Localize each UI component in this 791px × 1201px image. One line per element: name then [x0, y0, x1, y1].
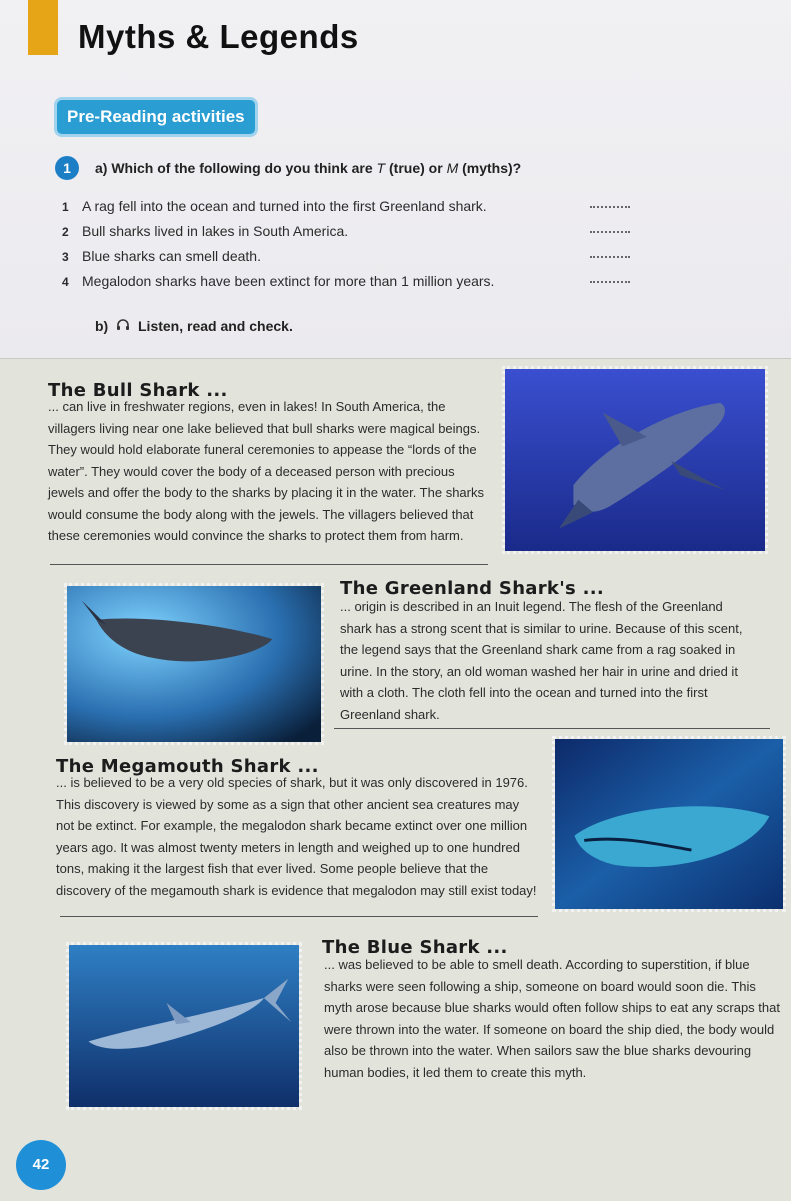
megamouth-shark-text: ... is believed to be a very old species of shark, but it was only discovered in 1976. This discovery is viewed by some as a sign that other ancient sea creatures may not be extinct. For example, the megalodon shark became extinct over one million years ago. It was almost twenty meters in length and weighed up to one hundred tons, making it the largest fish that ever lived. Some people believe that the discovery of the megamouth shark is evidence that megalodon may still exist today! [56, 775, 537, 898]
bull-shark-photo [502, 366, 768, 554]
section-tab-marker [28, 0, 58, 55]
question-item: 4 Megalodon sharks have been extinct for more than 1 million years. [62, 273, 495, 289]
question-item: 3 Blue sharks can smell death. [62, 248, 261, 264]
answer-blank[interactable] [590, 230, 630, 233]
page-number-badge: 42 [16, 1140, 66, 1190]
divider [50, 564, 488, 565]
headphones-icon [116, 318, 130, 334]
bull-shark-title: The Bull Shark ... [48, 380, 228, 401]
blue-shark-title: The Blue Shark ... [322, 937, 508, 958]
answer-blank[interactable] [590, 280, 630, 283]
page-title: Myths & Legends [78, 18, 359, 55]
pre-reading-badge: Pre-Reading activities [54, 97, 258, 137]
greenland-shark-text: ... origin is described in an Inuit legend. The flesh of the Greenland shark has a strong scent that is similar to urine. Because of this scent, the legend says that the Greenland shark came from a rag soaked in urine. In the story, an old woman washed her hair in urine and dried it with a cloth. The cloth fell into the ocean and turned into the first Greenland shark. [340, 599, 743, 722]
megamouth-shark-title: The Megamouth Shark ... [56, 756, 319, 777]
greenland-shark-photo [64, 583, 324, 745]
megamouth-shark-photo [552, 736, 786, 912]
question-item: 2 Bull sharks lived in lakes in South America. [62, 223, 349, 239]
blue-shark-photo [66, 942, 302, 1110]
activity-number-badge: 1 [55, 156, 79, 180]
answer-blank[interactable] [590, 205, 630, 208]
divider [60, 916, 538, 917]
activity-question: a) Which of the following do you think are T (true) or M (myths)? [95, 160, 522, 176]
question-item: 1 A rag fell into the ocean and turned into the first Greenland shark. [62, 198, 487, 214]
greenland-shark-title: The Greenland Shark's ... [340, 578, 605, 599]
divider [334, 728, 770, 729]
blue-shark-text: ... was believed to be able to smell death. According to superstition, if blue sharks were seen following a ship, someone on board would soon die. This myth arose because blue sharks would often follow ships to eat any scraps that were thrown into the water. If someone on board the ship died, the body would also be thrown into the water. When sailors saw the blue sharks devouring human bodies, it led them to create this myth. [324, 957, 780, 1080]
bull-shark-text: ... can live in freshwater regions, even in lakes! In South America, the villagers living near one lake believed that bull sharks were magical beings. They would hold elaborate funeral ceremonies to appease the “lords of the water”. They would cover the body of a deceased person with precious jewels and offer the body to the sharks by placing it in the water. The sharks would consume the body along with the jewels. The villagers believed that these ceremonies would convince the sharks to protect them from harm. [48, 399, 484, 543]
answer-blank[interactable] [590, 255, 630, 258]
listen-instruction: b) Listen, read and check. [95, 318, 293, 334]
